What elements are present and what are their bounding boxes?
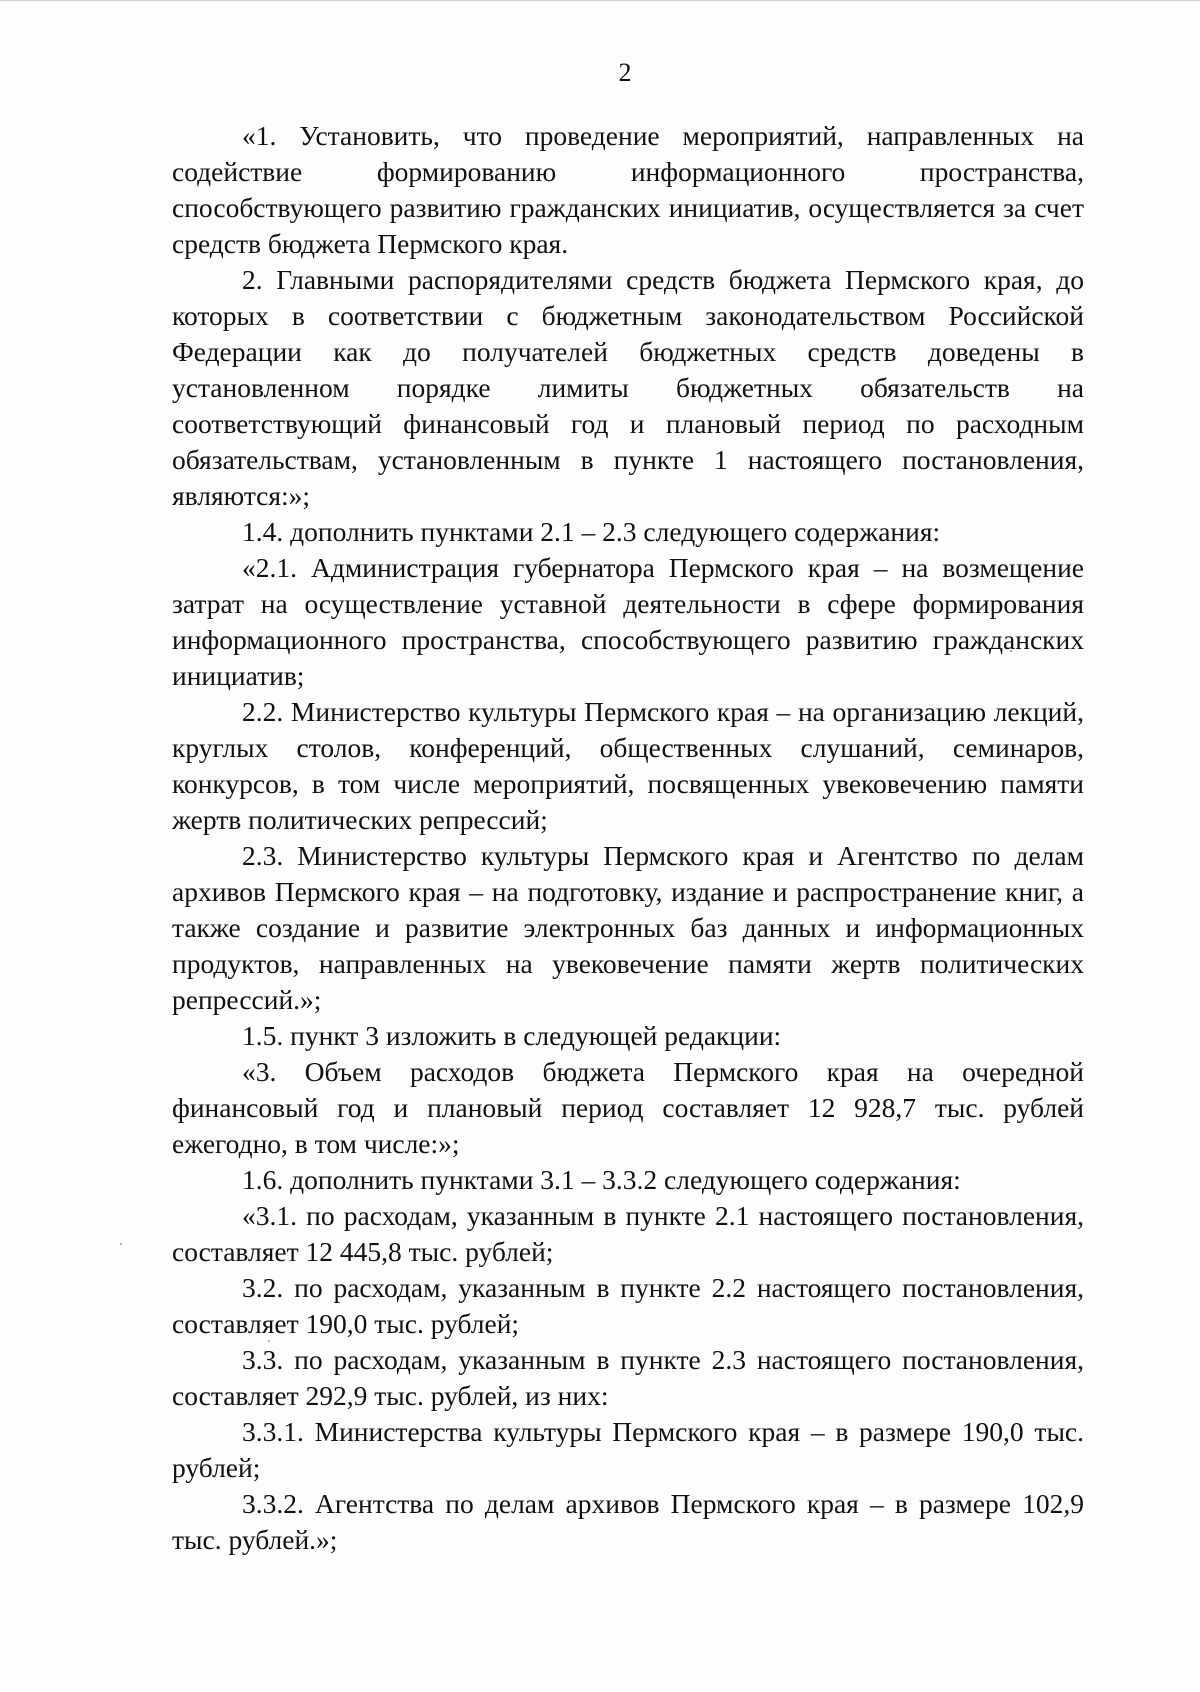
paragraph-11: 3.2. по расходам, указанным в пункте 2.2 настоящего постановления, составляет 190,0 тыс. рублей; [172,1272,1084,1339]
scan-edge-line [0,0,1200,1]
paragraph-6: 2.3. Министерство культуры Пермского края и Агентство по делам архивов Пермского края – на подготовку, издание и распространение книг, а также создание и развитие электронных баз данных и информационных продуктов, направленных на увековечение памяти жертв политических репрессий.»; [172,840,1084,1015]
paragraph-4: «2.1. Администрация губернатора Пермского края – на возмещение затрат на осуществление уставной деятельности в сфере формирования информационного пространства, способствующего развитию гражданских инициатив; [172,552,1084,691]
paragraph-10: «3.1. по расходам, указанным в пункте 2.1 настоящего постановления, составляет 12 445,8 тыс. рублей; [172,1200,1084,1267]
paragraph-14: 3.3.2. Агентства по делам архивов Пермского края – в размере 102,9 тыс. рублей.»; [172,1488,1084,1555]
paragraph-12: 3.3. по расходам, указанным в пункте 2.3 настоящего постановления, составляет 292,9 тыс. рублей, из них: [172,1344,1084,1411]
paragraph-5: 2.2. Министерство культуры Пермского края – на организацию лекций, круглых столов, конференций, общественных слушаний, семинаров, конкурсов, в том числе мероприятий, посвященных увековечению памяти жертв политических репрессий; [172,696,1084,835]
document-body [172,118,1084,1558]
paragraph-13: 3.3.1. Министерства культуры Пермского края – в размере 190,0 тыс. рублей; [172,1416,1084,1483]
paragraph-7: 1.5. пункт 3 изложить в следующей редакции: [242,1020,782,1051]
page-number: 2 [618,58,632,87]
paragraph-3: 1.4. дополнить пунктами 2.1 – 2.3 следующего содержания: [242,516,941,547]
paragraph-1: «1. Установить, что проведение мероприятий, направленных на содействие формированию информационного пространства, способствующего развитию гражданских инициатив, осуществляется за счет средств бюджета Пермского края. [172,120,1084,259]
paragraph-2: 2. Главными распорядителями средств бюджета Пермского края, до которых в соответствии с бюджетным законодательством Российской Федерации как до получателей бюджетных средств доведены в установленном порядке лимиты бюджетных обязательств на соответствующий финансовый год и плановый период по расходным обязательствам, установленным в пункте 1 настоящего постановления, являются:»; [172,264,1084,511]
scan-speck [120,1243,122,1245]
paragraph-9: 1.6. дополнить пунктами 3.1 – 3.3.2 следующего содержания: [242,1164,961,1195]
paragraph-8: «3. Объем расходов бюджета Пермского края на очередной финансовый год и плановый период составляет 12 928,7 тыс. рублей ежегодно, в том числе:»; [172,1056,1084,1159]
